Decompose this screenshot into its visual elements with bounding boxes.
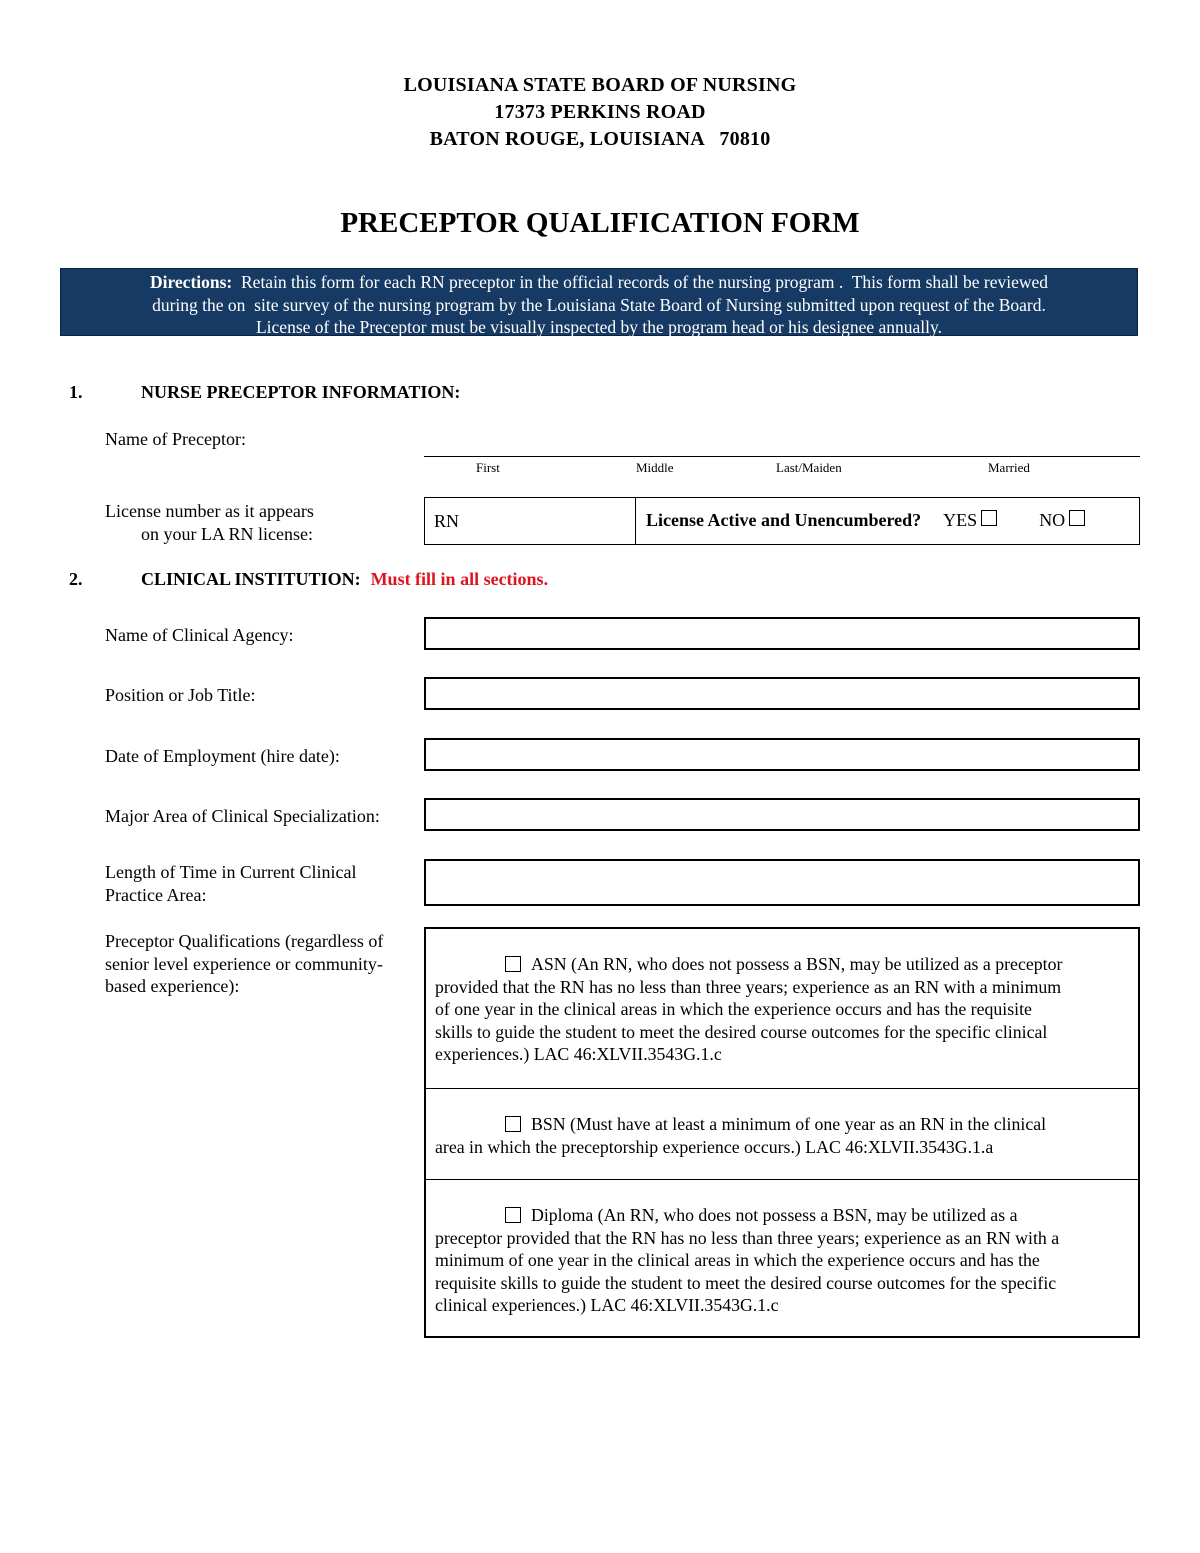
qualification-asn (426, 953, 1138, 1066)
qualifications-label-line-2: senior level experience or community- (105, 953, 383, 974)
preceptor-name-input[interactable] (424, 424, 1140, 454)
name-part-first: First (476, 460, 500, 475)
name-part-last: Last/Maiden (776, 460, 842, 475)
asn-line-4: skills to guide the student to meet the desired course outcomes for the specific clinical (435, 1021, 1048, 1042)
license-label-1: License number as it appears (105, 501, 314, 521)
bsn-first-line (435, 1113, 1128, 1136)
qualification-diploma (426, 1204, 1138, 1317)
agency-label: Name of Clinical Agency: (105, 625, 294, 645)
license-active-question: License Active and Unencumbered? (646, 510, 922, 530)
org-street: 17373 PERKINS ROAD (494, 101, 706, 123)
section-1-number: 1. (69, 382, 83, 402)
position-input[interactable] (424, 677, 1140, 710)
position-label: Position or Job Title: (105, 685, 256, 705)
qualification-divider-1 (426, 1088, 1138, 1089)
diploma-text: Diploma (An RN, who does not possess a BSN, may be utilized as a (531, 1205, 1018, 1225)
asn-line-3: of one year in the clinical areas in which the experience occurs and has the requisite (435, 999, 1032, 1019)
license-prefix: RN (434, 511, 460, 531)
agency-input[interactable] (424, 617, 1140, 650)
qualification-bsn (426, 1113, 1138, 1158)
bsn-text: BSN (Must have at least a minimum of one year as an RN in the clinical (531, 1114, 1047, 1134)
diploma-line-3: minimum of one year in the clinical areas in which the experience occurs and has the (435, 1250, 1040, 1270)
directions-banner (60, 268, 1138, 336)
org-name: LOUISIANA STATE BOARD OF NURSING (403, 74, 797, 96)
qualifications-label (105, 930, 383, 998)
asn-checkbox[interactable] (505, 956, 521, 972)
name-part-middle: Middle (636, 460, 674, 475)
form-title: PRECEPTOR QUALIFICATION FORM (340, 207, 860, 239)
directions-line-1 (61, 271, 1137, 294)
length-label-1: Length of Time in Current Clinical (105, 862, 357, 882)
specialization-label: Major Area of Clinical Specialization: (105, 806, 380, 826)
license-label-2: on your LA RN license: (141, 524, 313, 544)
directions-line-2: during the on site survey of the nursing program by the Louisiana State Board of Nursing submitted upon request of the Board. (152, 294, 1046, 315)
diploma-first-line (435, 1204, 1128, 1227)
license-status-cell (636, 498, 1139, 544)
bsn-checkbox[interactable] (505, 1116, 521, 1132)
preceptor-name-label: Name of Preceptor: (105, 429, 246, 449)
license-number-input[interactable] (425, 498, 636, 544)
asn-line-2: provided that the RN has no less than three years; experience as an RN with a minimum (435, 976, 1062, 997)
section-2-title: CLINICAL INSTITUTION: (141, 569, 361, 589)
section-2-heading (141, 569, 548, 590)
no-checkbox[interactable] (1069, 510, 1085, 526)
employment-date-label: Date of Employment (hire date): (105, 746, 340, 766)
diploma-line-5: clinical experiences.) LAC 46:XLVII.3543G.1.c (435, 1295, 779, 1315)
length-label-2: Practice Area: (105, 885, 207, 905)
no-label: NO (1039, 510, 1066, 530)
qualifications-table (424, 927, 1140, 1338)
diploma-checkbox[interactable] (505, 1207, 521, 1223)
org-city: BATON ROUGE, LOUISIANA 70810 (429, 128, 771, 150)
yes-label: YES (943, 510, 978, 530)
qualifications-label-line-3: based experience): (105, 976, 240, 996)
directions-line-3: License of the Preceptor must be visually inspected by the program head or his designee annually. (255, 317, 943, 337)
specialization-input[interactable] (424, 798, 1140, 831)
diploma-line-4: requisite skills to guide the student to meet the desired course outcomes for the specific (435, 1272, 1057, 1293)
qualifications-label-line-1: Preceptor Qualifications (regardless of (105, 931, 384, 951)
name-underline (424, 456, 1140, 457)
name-part-married: Married (988, 460, 1030, 475)
diploma-line-2: preceptor provided that the RN has no less than three years; experience as an RN with a (435, 1227, 1060, 1248)
yes-checkbox[interactable] (981, 510, 997, 526)
directions-label: Directions: (149, 272, 233, 292)
asn-first-line (435, 953, 1128, 976)
license-box (424, 497, 1140, 545)
asn-line-5: experiences.) LAC 46:XLVII.3543G.1.c (435, 1044, 722, 1064)
directions-text-1: Retain this form for each RN preceptor in the official records of the nursing program . This form shall be reviewed (241, 272, 1049, 292)
asn-text: ASN (An RN, who does not possess a BSN, may be utilized as a preceptor (531, 954, 1063, 974)
section-2-number: 2. (69, 569, 83, 589)
employment-date-input[interactable] (424, 738, 1140, 771)
section-2-warning: Must fill in all sections. (370, 569, 549, 589)
bsn-line-2: area in which the preceptorship experience occurs.) LAC 46:XLVII.3543G.1.a (435, 1136, 994, 1157)
length-input[interactable] (424, 859, 1140, 906)
qualification-divider-2 (426, 1179, 1138, 1180)
section-1-title: NURSE PRECEPTOR INFORMATION: (141, 382, 461, 402)
